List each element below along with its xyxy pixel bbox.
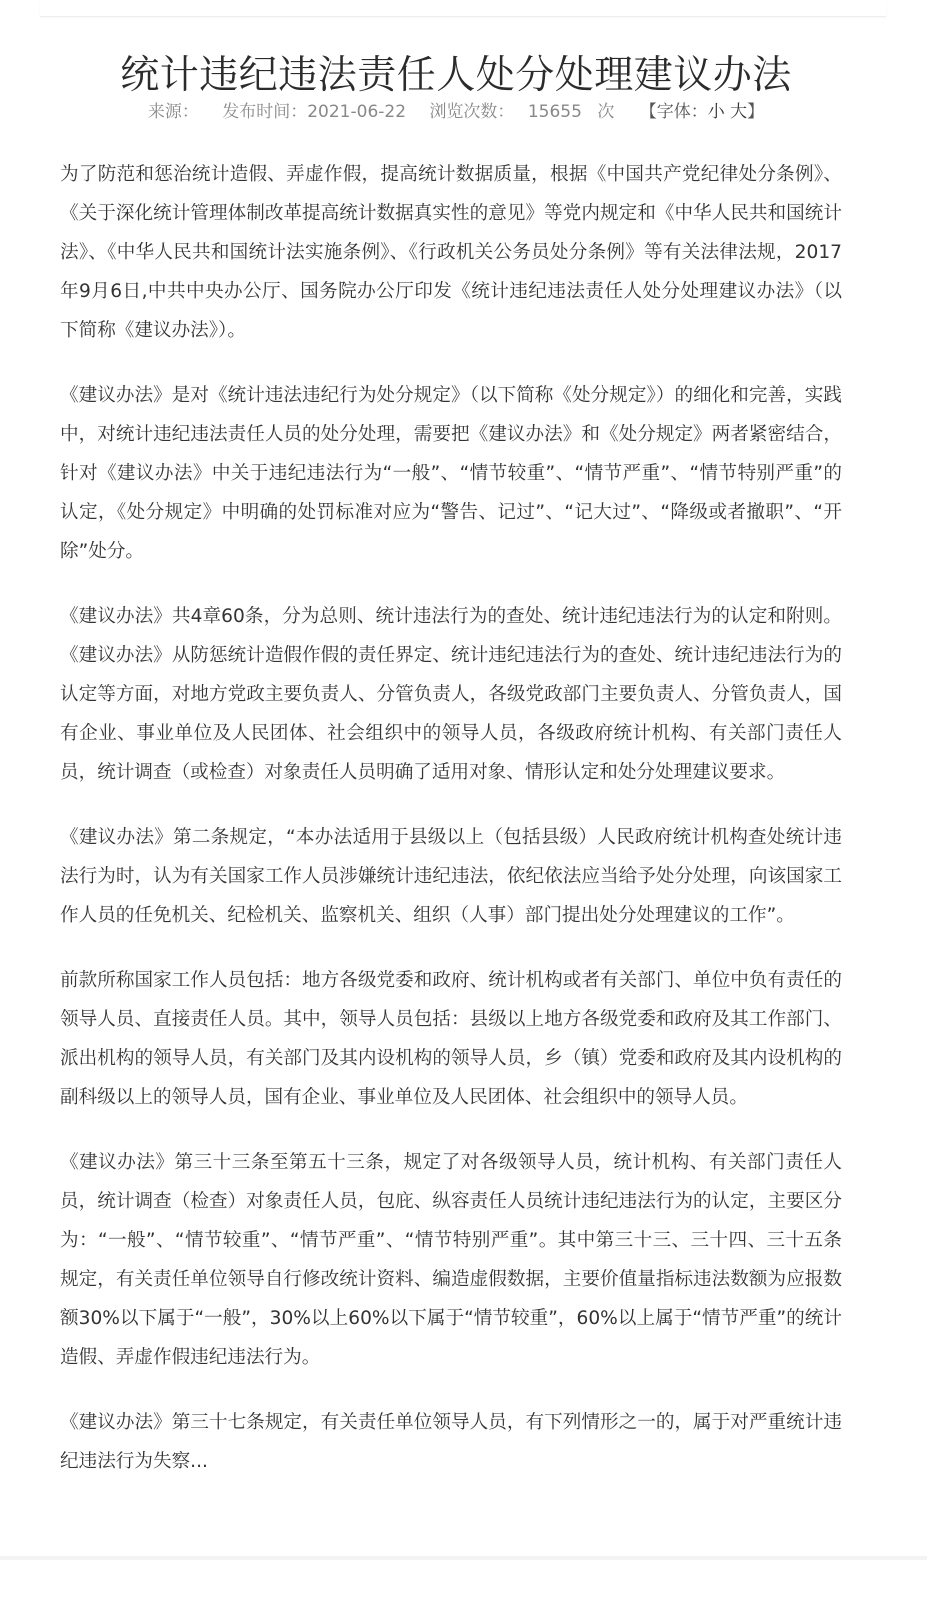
bottom-fade (0, 1555, 927, 1614)
article-paragraph-6: 《建议办法》第三十三条至第五十三条，规定了对各级领导人员，统计机构、有关部门责任人员，统计调查（检查）对象责任人员，包庇、纵容责任人员统计违纪违法行为的认定，主要区分为：“一般”、“情节较重”、“情节严重”、“情节特别严重”。其中第三十三、三十四、三十五条规定，有关责任单位领导自行修改统计资料、编造虚假数据，主要价值量指标违法数额为应报数额30%以下属于“一般”，30%以上60%以下属于“情节较重”，60%以上属于“情节严重”的统计造假、弄虚作假违纪违法行为。 (60, 1152, 842, 1368)
views-count: 15655 (527, 102, 582, 122)
article-body (60, 155, 842, 1507)
article-title: 统计违纪违法责任人处分处理建议办法 (120, 53, 792, 99)
publish-date: 2021-06-22 (307, 102, 407, 122)
publish-label: 发布时间： (222, 102, 308, 122)
font-size-label: 【字体： (639, 102, 708, 122)
font-large-button[interactable]: 大 (730, 102, 748, 122)
bottom-scroll-edge (0, 1556, 927, 1560)
article-meta (0, 100, 912, 124)
views-unit: 次 (597, 102, 615, 122)
article-paragraph-4: 《建议办法》第二条规定，“本办法适用于县级以上（包括县级）人民政府统计机构查处统计违法行为时，认为有关国家工作人员涉嫌统计违纪违法，依纪依法应当给予处分处理，向该国家工作人员的任免机关、纪检机关、监察机关、组织（人事）部门提出处分处理建议的工作”。 (60, 827, 842, 926)
article-paragraph-1: 为了防范和惩治统计造假、弄虚作假，提高统计数据质量，根据《中国共产党纪律处分条例》、《关于深化统计管理体制改革提高统计数据真实性的意见》等党内规定和《中华人民共和国统计法》、《中华人民共和国统计法实施条例》、《行政机关公务员处分条例》等有关法律法规，2017年9月6日,中共中央办公厅、国务院办公厅印发《统计违纪违法责任人处分处理建议办法》（以下简称《建议办法》）。 (60, 164, 842, 341)
font-size-close: 】 (747, 102, 765, 122)
font-size-control (640, 100, 764, 124)
article-paragraph-3: 《建议办法》共4章60条，分为总则、统计违法行为的查处、统计违纪违法行为的认定和附则。《建议办法》从防惩统计造假作假的责任界定、统计违纪违法行为的查处、统计违纪违法行为的认定等方面，对地方党政主要负责人、分管负责人，各级党政部门主要负责人、分管负责人，国有企业、事业单位及人民团体、社会组织中的领导人员，各级政府统计机构、有关部门责任人员，统计调查（或检查）对象责任人员明确了适用对象、情形认定和处分处理建议要求。 (60, 606, 842, 783)
views-label: 浏览次数： (429, 102, 515, 122)
source-label: 来源： (147, 102, 199, 122)
top-border-strip (40, 0, 886, 17)
article-paragraph-7: 《建议办法》第三十七条规定，有关责任单位领导人员，有下列情形之一的，属于对严重统计违纪违法行为失察... (60, 1412, 842, 1472)
article-paragraph-5: 前款所称国家工作人员包括：地方各级党委和政府、统计机构或者有关部门、单位中负有责任的领导人员、直接责任人员。其中，领导人员包括：县级以上地方各级党委和政府及其工作部门、派出机构的领导人员，有关部门及其内设机构的领导人员，乡（镇）党委和政府及其内设机构的副科级以上的领导人员，国有企业、事业单位及人民团体、社会组织中的领导人员。 (60, 970, 842, 1108)
article-paragraph-2: 《建议办法》是对《统计违法违纪行为处分规定》（以下简称《处分规定》）的细化和完善，实践中，对统计违纪违法责任人员的处分处理，需要把《建议办法》和《处分规定》两者紧密结合，针对《建议办法》中关于违纪违法行为“一般”、“情节较重”、“情节严重”、“情节特别严重”的认定，《处分规定》中明确的处罚标准对应为“警告、记过”、“记大过”、“降级或者撤职”、“开除”处分。 (60, 385, 842, 562)
font-small-button[interactable]: 小 (707, 102, 725, 122)
